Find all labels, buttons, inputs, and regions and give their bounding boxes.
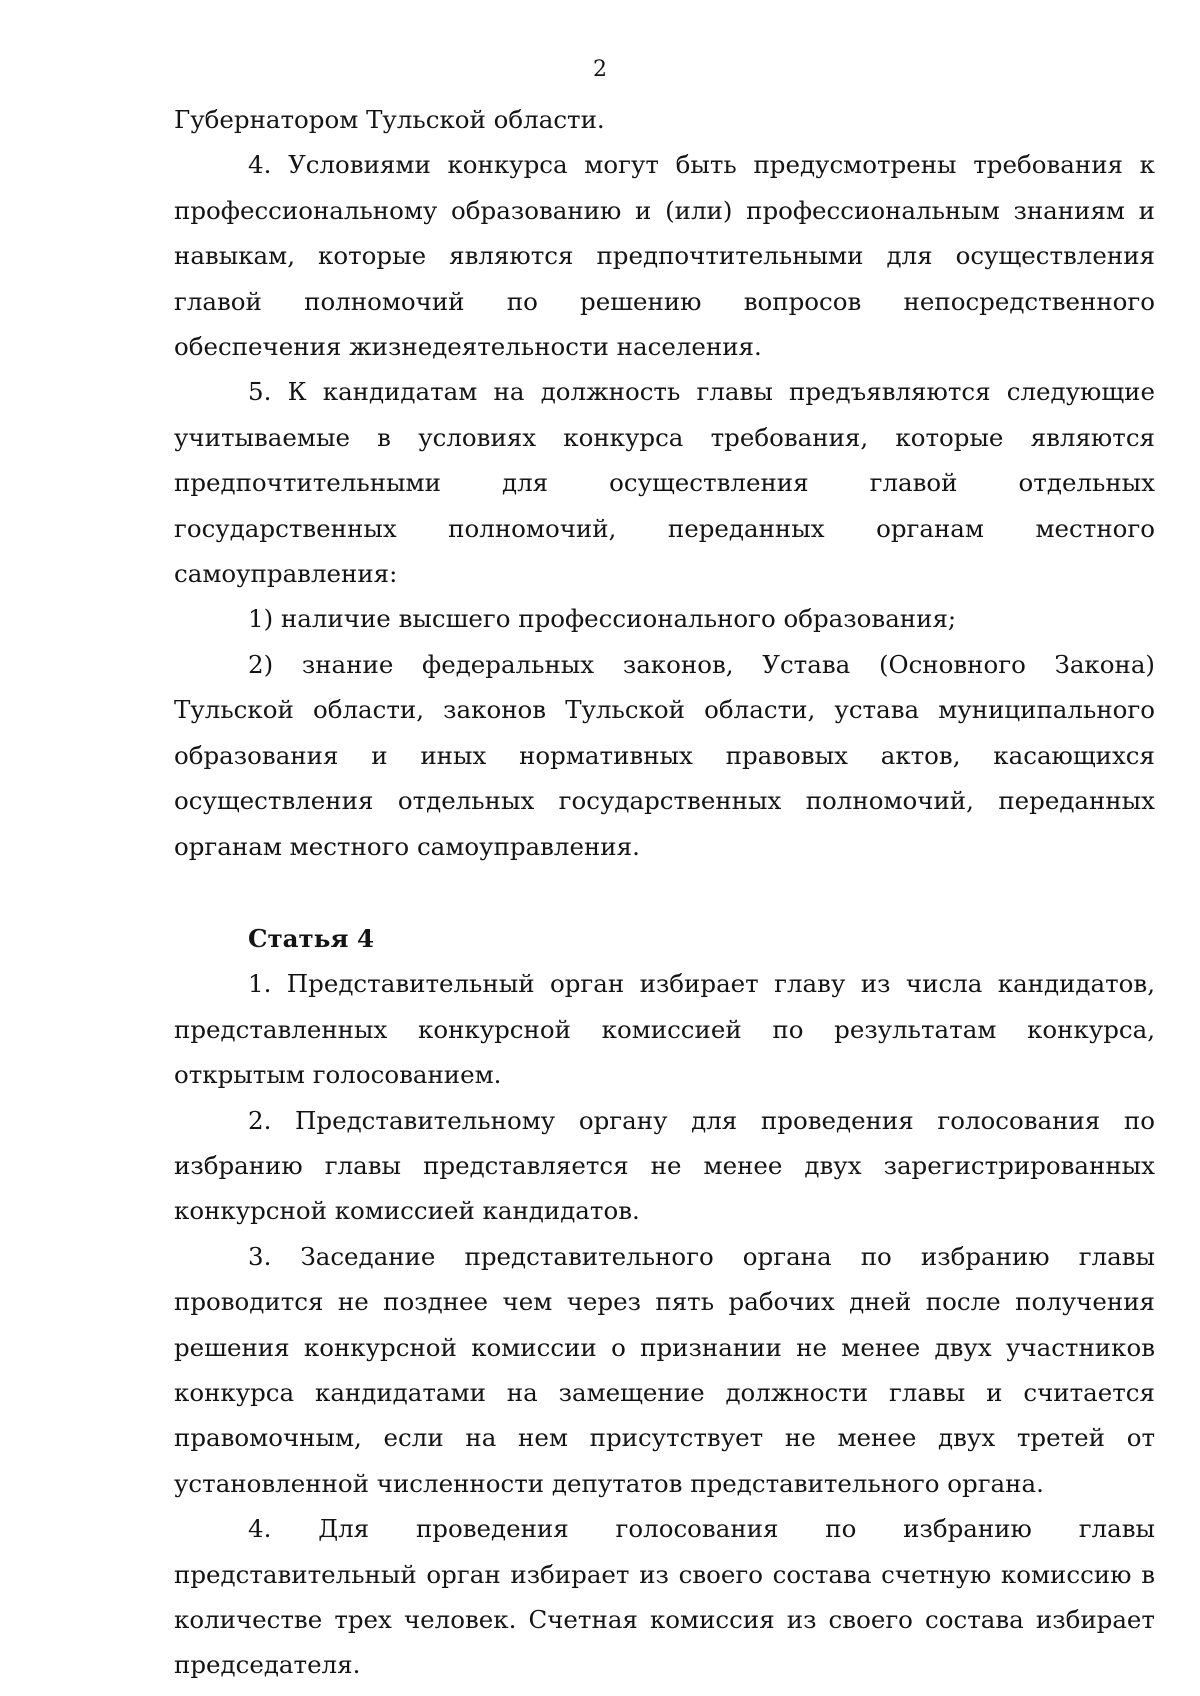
paragraph-continuation: Губернатором Тульской области. xyxy=(174,105,605,134)
article-heading: Статья 4 xyxy=(248,923,375,953)
subitem-2: 2) знание федеральных законов, Устава (Основного Закона) Тульской области, законов Тульской области, устава муниципального образования и иных нормативных правовых актов, касающихся осуществления отдельных государственных полномочий, переданных органам местного самоуправления. xyxy=(174,649,1155,861)
paragraph-item-5: 5. К кандидатам на должность главы предъявляются следующие учитываемые в условиях конкурса требования, которые являются предпочтительными для осуществления главой отдельных государственных полномочий, переданных органам местного самоуправления: xyxy=(174,377,1155,589)
subitem-1: 1) наличие высшего профессионального образования; xyxy=(248,604,957,634)
article-4-item-2: 2. Представительному органу для проведения голосования по избранию главы представляется не менее двух зарегистрированных конкурсной комиссией кандидатов. xyxy=(174,1105,1155,1226)
article-4-item-3: 3. Заседание представительного органа по избранию главы проводится не позднее чем через пять рабочих дней после получения решения конкурсной комиссии о признании не менее двух участников конкурса кандидатами на замещение должности главы и считается правомочным, если на нем присутствует не менее двух третей от установленной численности депутатов представительного органа. xyxy=(174,1241,1155,1498)
section-spacer xyxy=(174,869,1155,916)
paragraph-item-4: 4. Условиями конкурса могут быть предусмотрены требования к профессиональному образованию и (или) профессиональным знаниям и навыкам, которые являются предпочтительными для осуществления главой полномочий по решению вопросов непосредственного обеспечения жизнедеятельности населения. xyxy=(174,150,1155,362)
page-number: 2 xyxy=(593,57,607,82)
document-body xyxy=(174,97,1155,1688)
article-4-item-1: 1. Представительный орган избирает главу из числа кандидатов, представленных конкурсной комиссией по результатам конкурса, открытым голосованием. xyxy=(174,969,1155,1090)
article-4-item-4: 4. Для проведения голосования по избранию главы представительный орган избирает из своего состава счетную комиссию в количестве трех человек. Счетная комиссия из своего состава избирает председателя. xyxy=(174,1514,1155,1680)
